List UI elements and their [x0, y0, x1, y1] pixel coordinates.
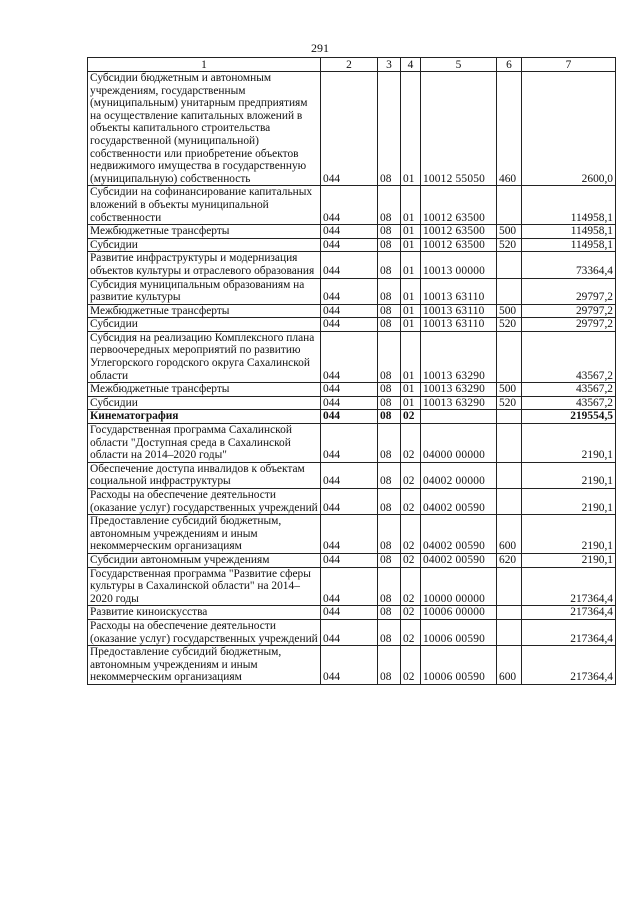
ministry-code-cell: 044 — [321, 553, 378, 567]
name-cell: Субсидия на реализацию Комплексного плана первоочередных мероприятий по развитию Углегорского городского округа Сахалинской области — [88, 331, 321, 382]
name-cell: Кинематография — [88, 410, 321, 424]
target-article-cell: 10012 55050 — [421, 72, 497, 186]
table-header — [88, 58, 616, 72]
section-code-cell: 08 — [378, 619, 401, 645]
section-code-cell: 08 — [378, 410, 401, 424]
table-row — [88, 646, 616, 685]
target-article-cell: 04002 00590 — [421, 515, 497, 554]
ministry-code-cell: 044 — [321, 489, 378, 515]
target-article-cell: 10013 63110 — [421, 318, 497, 332]
column-header: 1 — [88, 58, 321, 72]
expense-type-cell — [497, 567, 522, 606]
target-article-cell: 10013 63110 — [421, 304, 497, 318]
amount-cell: 114958,1 — [522, 186, 616, 225]
expense-type-cell — [497, 331, 522, 382]
amount-cell: 43567,2 — [522, 396, 616, 410]
amount-cell: 217364,4 — [522, 567, 616, 606]
expense-type-cell: 600 — [497, 646, 522, 685]
name-cell: Субсидии — [88, 318, 321, 332]
target-article-cell: 10013 63290 — [421, 383, 497, 397]
amount-cell: 114958,1 — [522, 238, 616, 252]
table-row — [88, 186, 616, 225]
subsection-code-cell: 01 — [401, 396, 421, 410]
table-row — [88, 72, 616, 186]
name-cell: Расходы на обеспечение деятельности (оказание услуг) государственных учреждений — [88, 489, 321, 515]
amount-cell: 2190,1 — [522, 553, 616, 567]
section-code-cell: 08 — [378, 396, 401, 410]
subsection-code-cell: 01 — [401, 252, 421, 278]
target-article-cell: 04002 00590 — [421, 489, 497, 515]
section-code-cell: 08 — [378, 553, 401, 567]
ministry-code-cell: 044 — [321, 331, 378, 382]
target-article-cell: 04002 00000 — [421, 462, 497, 488]
target-article-cell — [421, 410, 497, 424]
subsection-code-cell: 01 — [401, 304, 421, 318]
target-article-cell: 10013 63290 — [421, 331, 497, 382]
table-row — [88, 396, 616, 410]
subsection-code-cell: 02 — [401, 489, 421, 515]
ministry-code-cell: 044 — [321, 567, 378, 606]
expense-type-cell: 500 — [497, 383, 522, 397]
name-cell: Субсидии бюджетным и автономным учреждениям, государственным (муниципальным) унитарным предприятиям на осуществление капитальных вложений в объекты капитального строительства государственной (муниципальной) собственности или приобретение объектов недвижимого имущества в государственную (муниципальную) собственность — [88, 72, 321, 186]
target-article-cell: 10013 63110 — [421, 278, 497, 304]
page-number: 291 — [311, 41, 329, 55]
amount-cell: 29797,2 — [522, 278, 616, 304]
section-code-cell: 08 — [378, 489, 401, 515]
section-code-cell: 08 — [378, 515, 401, 554]
subsection-code-cell: 01 — [401, 383, 421, 397]
amount-cell: 217364,4 — [522, 619, 616, 645]
section-code-cell: 08 — [378, 606, 401, 620]
ministry-code-cell: 044 — [321, 186, 378, 225]
name-cell: Межбюджетные трансферты — [88, 304, 321, 318]
ministry-code-cell: 044 — [321, 606, 378, 620]
ministry-code-cell: 044 — [321, 515, 378, 554]
name-cell: Государственная программа Сахалинской области "Доступная среда в Сахалинской области на 2014–2020 годы" — [88, 424, 321, 463]
column-header: 6 — [497, 58, 522, 72]
amount-cell: 2190,1 — [522, 515, 616, 554]
name-cell: Предоставление субсидий бюджетным, автономным учреждениям и иным некоммерческим организациям — [88, 646, 321, 685]
column-header: 2 — [321, 58, 378, 72]
expense-type-cell: 520 — [497, 238, 522, 252]
subsection-code-cell: 02 — [401, 410, 421, 424]
target-article-cell: 10012 63500 — [421, 225, 497, 239]
expense-type-cell: 520 — [497, 318, 522, 332]
section-code-cell: 08 — [378, 304, 401, 318]
amount-cell: 2190,1 — [522, 462, 616, 488]
expense-type-cell — [497, 462, 522, 488]
ministry-code-cell: 044 — [321, 619, 378, 645]
name-cell: Развитие инфраструктуры и модернизация объектов культуры и отраслевого образования — [88, 252, 321, 278]
section-code-cell: 08 — [378, 186, 401, 225]
table-row — [88, 553, 616, 567]
name-cell: Субсидии автономным учреждениям — [88, 553, 321, 567]
ministry-code-cell: 044 — [321, 225, 378, 239]
section-code-cell: 08 — [378, 646, 401, 685]
name-cell: Обеспечение доступа инвалидов к объектам социальной инфраструктуры — [88, 462, 321, 488]
amount-cell: 29797,2 — [522, 304, 616, 318]
section-code-cell: 08 — [378, 383, 401, 397]
expense-type-cell — [497, 619, 522, 645]
ministry-code-cell: 044 — [321, 646, 378, 685]
expense-type-cell — [497, 489, 522, 515]
target-article-cell: 10013 00000 — [421, 252, 497, 278]
table-row — [88, 278, 616, 304]
amount-cell: 73364,4 — [522, 252, 616, 278]
budget-table — [87, 57, 616, 685]
amount-cell: 114958,1 — [522, 225, 616, 239]
column-header: 5 — [421, 58, 497, 72]
subsection-code-cell: 01 — [401, 238, 421, 252]
amount-cell: 29797,2 — [522, 318, 616, 332]
ministry-code-cell: 044 — [321, 424, 378, 463]
expense-type-cell: 500 — [497, 304, 522, 318]
target-article-cell: 10013 63290 — [421, 396, 497, 410]
ministry-code-cell: 044 — [321, 72, 378, 186]
section-code-cell: 08 — [378, 225, 401, 239]
subsection-code-cell: 02 — [401, 646, 421, 685]
ministry-code-cell: 044 — [321, 278, 378, 304]
column-header: 3 — [378, 58, 401, 72]
section-code-cell: 08 — [378, 252, 401, 278]
section-code-cell: 08 — [378, 238, 401, 252]
target-article-cell: 10006 00590 — [421, 619, 497, 645]
expense-type-cell — [497, 186, 522, 225]
table-row — [88, 238, 616, 252]
expense-type-cell: 600 — [497, 515, 522, 554]
name-cell: Субсидия муниципальным образованиям на развитие культуры — [88, 278, 321, 304]
amount-cell: 219554,5 — [522, 410, 616, 424]
subsection-code-cell: 02 — [401, 424, 421, 463]
name-cell: Межбюджетные трансферты — [88, 383, 321, 397]
ministry-code-cell: 044 — [321, 238, 378, 252]
section-code-cell: 08 — [378, 318, 401, 332]
name-cell: Субсидии — [88, 396, 321, 410]
subsection-code-cell: 02 — [401, 515, 421, 554]
subsection-code-cell: 02 — [401, 619, 421, 645]
section-code-cell: 08 — [378, 567, 401, 606]
expense-type-cell — [497, 252, 522, 278]
expense-type-cell — [497, 278, 522, 304]
target-article-cell: 10012 63500 — [421, 186, 497, 225]
ministry-code-cell: 044 — [321, 383, 378, 397]
table-row — [88, 331, 616, 382]
table-body — [88, 72, 616, 685]
subsection-code-cell: 01 — [401, 72, 421, 186]
amount-cell: 217364,4 — [522, 646, 616, 685]
name-cell: Межбюджетные трансферты — [88, 225, 321, 239]
amount-cell: 2190,1 — [522, 424, 616, 463]
subsection-code-cell: 01 — [401, 331, 421, 382]
table-row — [88, 462, 616, 488]
name-cell: Субсидии — [88, 238, 321, 252]
column-number-row — [88, 58, 616, 72]
column-header: 4 — [401, 58, 421, 72]
subsection-code-cell: 02 — [401, 606, 421, 620]
section-code-cell: 08 — [378, 278, 401, 304]
target-article-cell: 10006 00590 — [421, 646, 497, 685]
ministry-code-cell: 044 — [321, 304, 378, 318]
table-row — [88, 252, 616, 278]
subsection-code-cell: 01 — [401, 318, 421, 332]
table-row — [88, 567, 616, 606]
name-cell: Государственная программа "Развитие сферы культуры в Сахалинской области" на 2014–2020 годы — [88, 567, 321, 606]
amount-cell: 43567,2 — [522, 383, 616, 397]
target-article-cell: 10012 63500 — [421, 238, 497, 252]
table-row — [88, 304, 616, 318]
section-code-cell: 08 — [378, 72, 401, 186]
expense-type-cell — [497, 606, 522, 620]
ministry-code-cell: 044 — [321, 318, 378, 332]
target-article-cell: 10000 00000 — [421, 567, 497, 606]
table-row — [88, 606, 616, 620]
table-row — [88, 383, 616, 397]
name-cell: Развитие киноискусства — [88, 606, 321, 620]
name-cell: Предоставление субсидий бюджетным, автономным учреждениям и иным некоммерческим организациям — [88, 515, 321, 554]
ministry-code-cell: 044 — [321, 462, 378, 488]
expense-type-cell — [497, 410, 522, 424]
table-row — [88, 318, 616, 332]
column-header: 7 — [522, 58, 616, 72]
table-row — [88, 489, 616, 515]
ministry-code-cell: 044 — [321, 396, 378, 410]
expense-type-cell: 620 — [497, 553, 522, 567]
name-cell: Расходы на обеспечение деятельности (оказание услуг) государственных учреждений — [88, 619, 321, 645]
subsection-code-cell: 01 — [401, 225, 421, 239]
table-row — [88, 424, 616, 463]
amount-cell: 43567,2 — [522, 331, 616, 382]
ministry-code-cell: 044 — [321, 252, 378, 278]
subsection-code-cell: 01 — [401, 186, 421, 225]
subsection-code-cell: 02 — [401, 567, 421, 606]
expense-type-cell: 500 — [497, 225, 522, 239]
amount-cell: 2600,0 — [522, 72, 616, 186]
subsection-code-cell: 02 — [401, 553, 421, 567]
table-row — [88, 619, 616, 645]
subsection-code-cell: 01 — [401, 278, 421, 304]
section-code-cell: 08 — [378, 462, 401, 488]
section-code-cell: 08 — [378, 331, 401, 382]
amount-cell: 2190,1 — [522, 489, 616, 515]
target-article-cell: 04002 00590 — [421, 553, 497, 567]
section-code-cell: 08 — [378, 424, 401, 463]
table-row — [88, 515, 616, 554]
amount-cell: 217364,4 — [522, 606, 616, 620]
expense-type-cell: 520 — [497, 396, 522, 410]
target-article-cell: 04000 00000 — [421, 424, 497, 463]
expense-type-cell — [497, 424, 522, 463]
table-row — [88, 225, 616, 239]
table-row — [88, 410, 616, 424]
target-article-cell: 10006 00000 — [421, 606, 497, 620]
ministry-code-cell: 044 — [321, 410, 378, 424]
subsection-code-cell: 02 — [401, 462, 421, 488]
expense-type-cell: 460 — [497, 72, 522, 186]
name-cell: Субсидии на софинансирование капитальных вложений в объекты муниципальной собственности — [88, 186, 321, 225]
